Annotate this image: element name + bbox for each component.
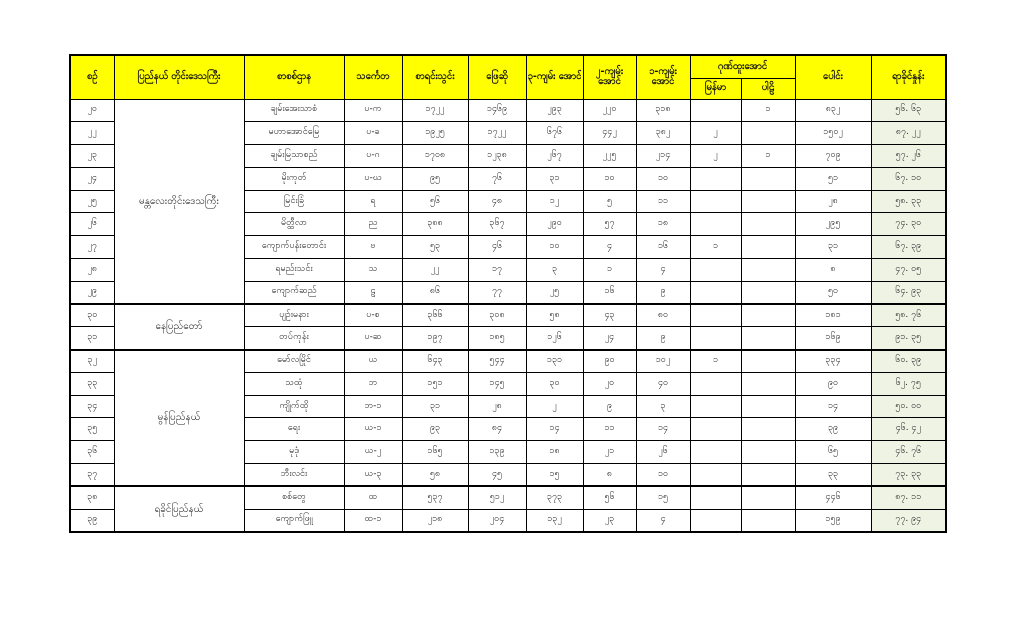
cell-registered: ၈၆ — [402, 281, 468, 304]
cell-sat: ၁၄၆၉ — [468, 99, 526, 122]
cell-pass3: ၆၇၆ — [526, 122, 583, 145]
cell-pass2: ၂၂၅ — [583, 145, 636, 168]
cell-pass3: ၁၃၁ — [526, 350, 583, 373]
cell-registered: ၅၃ — [402, 236, 468, 259]
cell-total: ၁၄ — [795, 395, 871, 418]
cell-school: ကျိုက်ထို — [244, 395, 344, 418]
cell-total: ၉၀ — [795, 372, 871, 395]
cell-code: ရ — [344, 190, 402, 213]
header-code: သင်္ကေတ — [344, 55, 402, 99]
cell-pass3: ၃၁ — [526, 167, 583, 190]
cell-total: ၄၄၆ — [795, 486, 871, 509]
cell-pass1: ၃၈၂ — [636, 122, 690, 145]
cell-pass2: ၄ — [583, 236, 636, 259]
header-dist-myanmar: မြန်မာ — [690, 78, 741, 99]
cell-school: ချမ်းအေးသာစံ — [244, 99, 344, 122]
cell-code: ထ-၁ — [344, 509, 402, 532]
cell-pass2: ၂၁ — [583, 441, 636, 464]
cell-registered: ၂၂ — [402, 258, 468, 281]
cell-dp — [741, 509, 795, 532]
cell-no: ၂၈ — [70, 258, 114, 281]
cell-dp — [741, 486, 795, 509]
cell-registered: ၅၆ — [402, 190, 468, 213]
cell-sat: ၇၆ — [468, 167, 526, 190]
cell-pass1: ၉ — [636, 327, 690, 350]
cell-registered: ၁၆၅ — [402, 441, 468, 464]
cell-registered: ၃၈၈ — [402, 213, 468, 236]
cell-school: ပျဉ်းမနား — [244, 304, 344, 327]
cell-no: ၂၂ — [70, 122, 114, 145]
cell-pass2: ၅၇ — [583, 213, 636, 236]
cell-dm — [690, 418, 741, 441]
cell-code: ည — [344, 213, 402, 236]
cell-pass1: ၁၀၂ — [636, 350, 690, 373]
header-school: စာစစ်ဌာန — [244, 55, 344, 99]
cell-total: ၂၉၅ — [795, 213, 871, 236]
cell-pass3: ၁၀ — [526, 236, 583, 259]
cell-dm: ၁ — [690, 350, 741, 373]
cell-registered: ၉၅ — [402, 167, 468, 190]
cell-registered: ၁၇၀၈ — [402, 145, 468, 168]
cell-pass2: ၂၄ — [583, 327, 636, 350]
cell-code: ပ-စ — [344, 304, 402, 327]
cell-dp — [741, 441, 795, 464]
cell-pass1: ၁၁ — [636, 190, 690, 213]
cell-pass2: ၄၄၂ — [583, 122, 636, 145]
cell-pass2: ၁၀ — [583, 167, 636, 190]
cell-sat: ၄၆ — [468, 236, 526, 259]
table-row — [70, 304, 946, 327]
cell-total: ၈၃၂ — [795, 99, 871, 122]
cell-pass1: ၄ — [636, 509, 690, 532]
cell-registered: ၆၄၃ — [402, 350, 468, 373]
cell-no: ၂၄ — [70, 167, 114, 190]
results-table — [69, 54, 947, 533]
cell-code: ယ-၃ — [344, 464, 402, 487]
cell-pass3: ၂၅ — [526, 281, 583, 304]
cell-dp — [741, 464, 795, 487]
cell-pass2: ၈ — [583, 464, 636, 487]
cell-sat: ၅၁၂ — [468, 486, 526, 509]
cell-school: ကျောက်ဆည် — [244, 281, 344, 304]
cell-dm — [690, 327, 741, 350]
cell-total: ၈ — [795, 258, 871, 281]
cell-percent: ၇၇. ၉၄ — [871, 509, 946, 532]
cell-percent: ၈၇. ၂၂ — [871, 122, 946, 145]
header-no: စဉ် — [70, 55, 114, 99]
cell-school: မော်လမြိုင် — [244, 350, 344, 373]
cell-total: ၇၀၉ — [795, 145, 871, 168]
cell-total: ၁၆၉ — [795, 327, 871, 350]
cell-pass1: ၁၆ — [636, 236, 690, 259]
cell-no: ၂၇ — [70, 236, 114, 259]
cell-pass2: ၁၆ — [583, 281, 636, 304]
cell-no: ၃၀ — [70, 304, 114, 327]
cell-no: ၂၅ — [70, 190, 114, 213]
cell-region: မွန်ပြည်နယ် — [114, 350, 244, 487]
cell-school: ကျောက်ဖြူ — [244, 509, 344, 532]
cell-dm — [690, 258, 741, 281]
cell-pass2: ၁ — [583, 258, 636, 281]
cell-pass3: ၁၄ — [526, 418, 583, 441]
cell-dp — [741, 418, 795, 441]
cell-dp — [741, 350, 795, 373]
cell-registered: ၁၉၇ — [402, 327, 468, 350]
cell-registered: ၃၆၆ — [402, 304, 468, 327]
cell-percent: ၅၇. ၂၆ — [871, 145, 946, 168]
cell-dp — [741, 236, 795, 259]
cell-registered: ၃၁ — [402, 395, 468, 418]
cell-dm — [690, 395, 741, 418]
cell-no: ၃၅ — [70, 418, 114, 441]
cell-sat: ၈၄ — [468, 418, 526, 441]
cell-region: မန္တလေးတိုင်းဒေသကြီး — [114, 99, 244, 304]
cell-pass1: ၁၅ — [636, 486, 690, 509]
cell-pass3: ၂၉၃ — [526, 99, 583, 122]
cell-school: ရမည်းသင်း — [244, 258, 344, 281]
header-percent: ရာခိုင်နှုန်း — [871, 55, 946, 99]
cell-pass1: ၃ — [636, 395, 690, 418]
cell-registered: ၁၇၂၂ — [402, 99, 468, 122]
cell-no: ၂၆ — [70, 213, 114, 236]
cell-dp — [741, 372, 795, 395]
cell-no: ၃၈ — [70, 486, 114, 509]
cell-sat: ၁၇ — [468, 258, 526, 281]
cell-dm — [690, 509, 741, 532]
cell-sat: ၇၇ — [468, 281, 526, 304]
cell-pass2: ၁၁ — [583, 418, 636, 441]
cell-total: ၃၉ — [795, 418, 871, 441]
cell-school: မြင်းခြံ — [244, 190, 344, 213]
cell-sat: ၁၂၃၈ — [468, 145, 526, 168]
cell-dm — [690, 372, 741, 395]
cell-pass3: ၂ — [526, 395, 583, 418]
cell-pass3: ၁၂၆ — [526, 327, 583, 350]
cell-pass2: ၉၀ — [583, 350, 636, 373]
cell-dm — [690, 213, 741, 236]
cell-pass1: ၁၄ — [636, 418, 690, 441]
results-body — [70, 99, 946, 532]
cell-pass3: ၃၇၃ — [526, 486, 583, 509]
table-row — [70, 350, 946, 373]
cell-pass1: ၁၀ — [636, 464, 690, 487]
cell-dp — [741, 122, 795, 145]
cell-no: ၃၂ — [70, 350, 114, 373]
cell-code: ပ-က — [344, 99, 402, 122]
cell-pass2: ၅၆ — [583, 486, 636, 509]
cell-percent: ၈၇. ၁၁ — [871, 486, 946, 509]
cell-code: ယ-၁ — [344, 418, 402, 441]
cell-school: ဘီးလင်း — [244, 464, 344, 487]
cell-code: ဠ — [344, 281, 402, 304]
cell-total: ၁၅၀၂ — [795, 122, 871, 145]
cell-dm — [690, 304, 741, 327]
cell-code: ပ-ဂ — [344, 145, 402, 168]
cell-total: ၃၃ — [795, 464, 871, 487]
cell-registered: ၉၃ — [402, 418, 468, 441]
cell-pass2: ၂၃ — [583, 509, 636, 532]
cell-dm: ၂ — [690, 122, 741, 145]
cell-pass3: ၁၈ — [526, 441, 583, 464]
cell-sat: ၃၆၇ — [468, 213, 526, 236]
cell-percent: ၆၇. ၃၉ — [871, 236, 946, 259]
cell-sat: ၂၈ — [468, 395, 526, 418]
table-row — [70, 99, 946, 122]
cell-sat: ၃၀၈ — [468, 304, 526, 327]
cell-percent: ၇၃. ၃၃ — [871, 464, 946, 487]
cell-percent: ၆၇. ၁၀ — [871, 167, 946, 190]
cell-school: မိတ္ထီလာ — [244, 213, 344, 236]
cell-pass1: ၈၀ — [636, 304, 690, 327]
cell-dp — [741, 213, 795, 236]
cell-pass3: ၁၂ — [526, 190, 583, 213]
cell-pass1: ၉ — [636, 281, 690, 304]
cell-code: ဗ — [344, 236, 402, 259]
cell-percent: ၄၆. ၇၆ — [871, 441, 946, 464]
cell-pass3: ၁၅ — [526, 464, 583, 487]
cell-percent: ၆၀. ၃၉ — [871, 350, 946, 373]
cell-no: ၃၇ — [70, 464, 114, 487]
table-row — [70, 486, 946, 509]
header-registered: စာရင်းသွင်း — [402, 55, 468, 99]
cell-dm — [690, 99, 741, 122]
cell-code: သ — [344, 258, 402, 281]
cell-code: ထ — [344, 486, 402, 509]
cell-total: ၆၅ — [795, 441, 871, 464]
header-sat: ဖြေဆို — [468, 55, 526, 99]
cell-pass2: ၂၂၀ — [583, 99, 636, 122]
cell-school: ကျောက်ပန်းတောင်း — [244, 236, 344, 259]
cell-dm — [690, 190, 741, 213]
cell-pass3: ၅၈ — [526, 304, 583, 327]
cell-school: သထုံ — [244, 372, 344, 395]
cell-total: ၂၈ — [795, 190, 871, 213]
cell-sat: ၄၈ — [468, 190, 526, 213]
cell-percent: ၄၆. ၄၂ — [871, 418, 946, 441]
cell-percent: ၆၄. ၉၃ — [871, 281, 946, 304]
cell-pass3: ၁၃၂ — [526, 509, 583, 532]
cell-no: ၃၄ — [70, 395, 114, 418]
cell-dp — [741, 190, 795, 213]
cell-percent: ၄၇. ၀၅ — [871, 258, 946, 281]
cell-pass1: ၄၀ — [636, 372, 690, 395]
cell-pass1: ၁၈ — [636, 213, 690, 236]
cell-pass3: ၂၉၀ — [526, 213, 583, 236]
cell-sat: ၅၄၄ — [468, 350, 526, 373]
cell-pass1: ၃၁၈ — [636, 99, 690, 122]
cell-no: ၃၃ — [70, 372, 114, 395]
cell-percent: ၆၂. ၇၅ — [871, 372, 946, 395]
cell-dm — [690, 167, 741, 190]
cell-pass3: ၃ — [526, 258, 583, 281]
cell-dm — [690, 281, 741, 304]
cell-dm — [690, 486, 741, 509]
cell-pass1: ၄ — [636, 258, 690, 281]
cell-total: ၁၈၁ — [795, 304, 871, 327]
cell-dp — [741, 258, 795, 281]
cell-code: ယ-၂ — [344, 441, 402, 464]
cell-code: ပ-ခ — [344, 122, 402, 145]
cell-dp — [741, 167, 795, 190]
cell-pass1: ၂၁၄ — [636, 145, 690, 168]
cell-total: ၅၀ — [795, 281, 871, 304]
cell-dp: ၁ — [741, 145, 795, 168]
cell-pass2: ၉ — [583, 395, 636, 418]
cell-registered: ၁၅၁ — [402, 372, 468, 395]
cell-dm — [690, 441, 741, 464]
header-pass1: ၁-ကျမ်း အောင် — [636, 55, 690, 99]
cell-sat: ၂၀၄ — [468, 509, 526, 532]
cell-dm — [690, 464, 741, 487]
cell-sat: ၁၇၂၂ — [468, 122, 526, 145]
cell-percent: ၅၈. ၃၃ — [871, 190, 946, 213]
cell-no: ၃၆ — [70, 441, 114, 464]
cell-dp — [741, 281, 795, 304]
cell-dm: ၁ — [690, 236, 741, 259]
cell-registered: ၅၈ — [402, 464, 468, 487]
cell-percent: ၅၈. ၇၆ — [871, 304, 946, 327]
cell-dp — [741, 304, 795, 327]
cell-pass2: ၂၀ — [583, 372, 636, 395]
cell-no: ၃၉ — [70, 509, 114, 532]
cell-school: မုဒုံ — [244, 441, 344, 464]
cell-sat: ၁၈၅ — [468, 327, 526, 350]
cell-percent: ၅၆. ၆၃ — [871, 99, 946, 122]
header-dist-pali: ပါဠိ — [741, 78, 795, 99]
cell-pass3: ၃၀ — [526, 372, 583, 395]
cell-code: ယ — [344, 350, 402, 373]
cell-code: ပ-ဃ — [344, 167, 402, 190]
cell-no: ၃၁ — [70, 327, 114, 350]
cell-no: ၂၀ — [70, 99, 114, 122]
cell-code: ပ-ဆ — [344, 327, 402, 350]
cell-school: တပ်ကုန်း — [244, 327, 344, 350]
cell-registered: ၂၁၈ — [402, 509, 468, 532]
cell-dp: ၁ — [741, 99, 795, 122]
cell-school: ရေး — [244, 418, 344, 441]
cell-no: ၂၉ — [70, 281, 114, 304]
cell-sat: ၄၅ — [468, 464, 526, 487]
cell-total: ၅၁ — [795, 167, 871, 190]
cell-sat: ၁၄၅ — [468, 372, 526, 395]
cell-pass2: ၅ — [583, 190, 636, 213]
cell-registered: ၅၃၇ — [402, 486, 468, 509]
cell-percent: ၉၁. ၃၅ — [871, 327, 946, 350]
cell-sat: ၁၃၉ — [468, 441, 526, 464]
cell-percent: ၅၀. ၀၀ — [871, 395, 946, 418]
cell-percent: ၇၄. ၃၀ — [871, 213, 946, 236]
cell-registered: ၁၉၂၅ — [402, 122, 468, 145]
cell-pass3: ၂၆၇ — [526, 145, 583, 168]
cell-total: ၃၃၄ — [795, 350, 871, 373]
header-region: ပြည်နယ် တိုင်းဒေသကြီး — [114, 55, 244, 99]
cell-region: နေပြည်တော် — [114, 304, 244, 350]
cell-school: စစ်တွေ — [244, 486, 344, 509]
cell-pass2: ၄၃ — [583, 304, 636, 327]
cell-dm: ၂ — [690, 145, 741, 168]
cell-total: ၃၁ — [795, 236, 871, 259]
cell-dp — [741, 327, 795, 350]
cell-pass1: ၁၀ — [636, 167, 690, 190]
cell-dp — [741, 395, 795, 418]
cell-total: ၁၅၉ — [795, 509, 871, 532]
cell-pass1: ၂၆ — [636, 441, 690, 464]
cell-code: ဘ — [344, 372, 402, 395]
cell-school: မိုးကုတ် — [244, 167, 344, 190]
header-total: ပေါင်း — [795, 55, 871, 99]
cell-school: မဟာအောင်မြေ — [244, 122, 344, 145]
cell-school: ချမ်းမြသာစည် — [244, 145, 344, 168]
header-pass2: ၂-ကျမ်း အောင် — [583, 55, 636, 99]
header-pass3: ၃-ကျမ်း အောင် — [526, 55, 583, 99]
cell-no: ၂၃ — [70, 145, 114, 168]
header-distinction: ဂုဏ်ထူးအောင် — [690, 55, 795, 78]
cell-code: ဘ-၁ — [344, 395, 402, 418]
cell-region: ရခိုင်ပြည်နယ် — [114, 486, 244, 532]
